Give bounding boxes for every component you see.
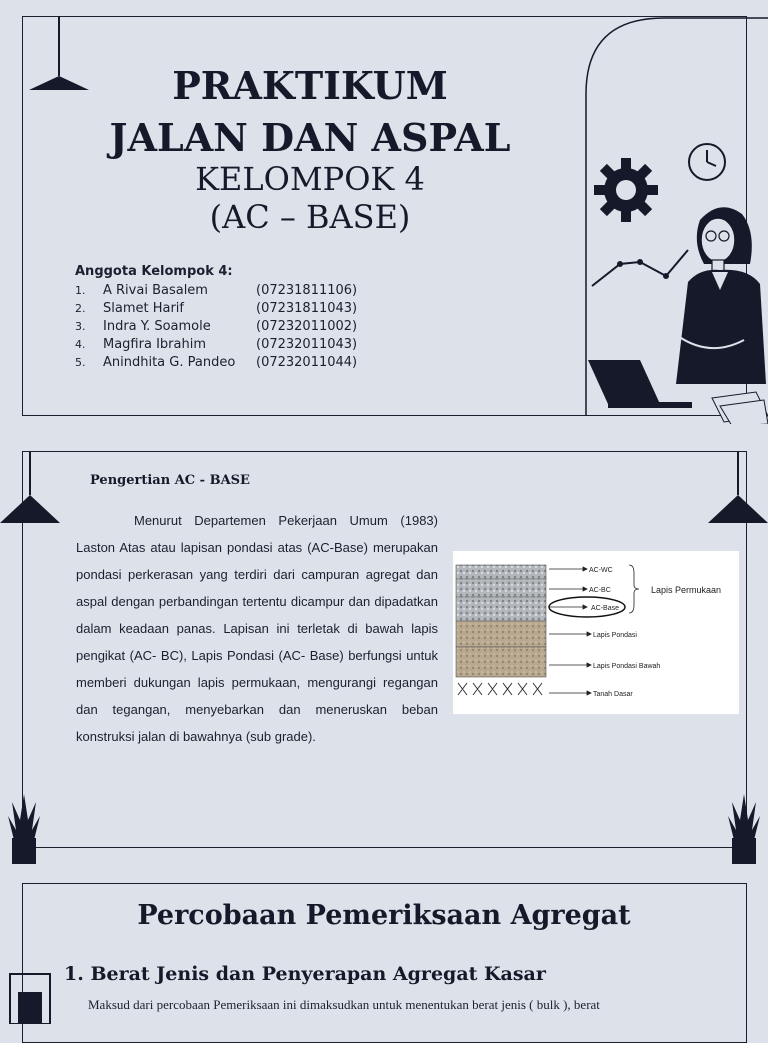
businesswoman-illustration [580,14,768,424]
trend-line-icon [592,250,688,286]
hanging-lamp-icon [0,451,62,525]
figure-label: AC-Base [591,605,620,612]
hanging-lamp-icon [706,451,768,525]
experiment-paragraph: Maksud dari percobaan Pemeriksaan ini dimaksudkan untuk menentukan berat jenis ( bulk ), berat [88,997,600,1012]
potted-plant-icon [726,790,762,866]
figure-label: Tanah Dasar [593,691,633,698]
figure-label: Lapis Pondasi [593,632,637,639]
figure-label: AC-WC [589,567,613,574]
subsection-title: 1. Berat Jenis dan Penyerapan Agregat Kasar [64,963,546,985]
brace [629,565,639,613]
member-list-header: Anggota Kelompok 4: [75,264,233,279]
list-item: 4. Magfira Ibrahim (07232011043) [75,336,358,352]
figure-label: AC-BC [589,587,611,594]
clock-icon [689,144,725,180]
section-title: Percobaan Pemeriksaan Agregat [137,900,631,931]
woman-figure [676,207,766,384]
pavement-layers-figure [453,551,739,714]
definition-paragraph: Menurut Departemen Pekerjaan Umum (1983) Laston Atas atau lapisan pondasi atas (AC-Base) merupakan pondasi perkerasan yang terdiri dari campuran agregat dan aspal dengan perbandingan tertentu dicampur dan dipadatkan dalam keadaan panas. Lapisan ini terletak di bawah lapis pengikat (AC- BC), Lapis Pondasi (AC- Base) berfungsi untuk memberi dukungan lapis permukaan, mengurangi regangan dan tegangan, menyebarkan dan meneruskan beban konstruksi jalan di bawahnya (sub grade). [76,513,438,744]
gear-icon [594,158,658,222]
potted-plant-icon [6,790,42,866]
list-item: 5. Anindhita G. Pandeo (07232011044) [75,354,358,370]
group-subtitle: KELOMPOK 4 (AC – BASE) [195,160,425,236]
page-title: PRAKTIKUM JALAN DAN ASPAL [109,63,511,160]
section-heading: Pengertian AC - BASE [90,473,250,488]
list-item: 3. Indra Y. Soamole (07232011002) [75,318,358,334]
member-list [75,264,376,371]
papers-icon [712,392,768,424]
figure-group-label: Lapis Permukaan [651,585,722,595]
list-item: 2. Slamet Harif (07231811043) [75,300,358,316]
figure-label: Lapis Pondasi Bawah [593,663,661,670]
layer-stack [456,565,546,695]
cabinet-icon [8,972,54,1024]
list-item: 1. A Rivai Basalem (07231811106) [75,282,358,298]
